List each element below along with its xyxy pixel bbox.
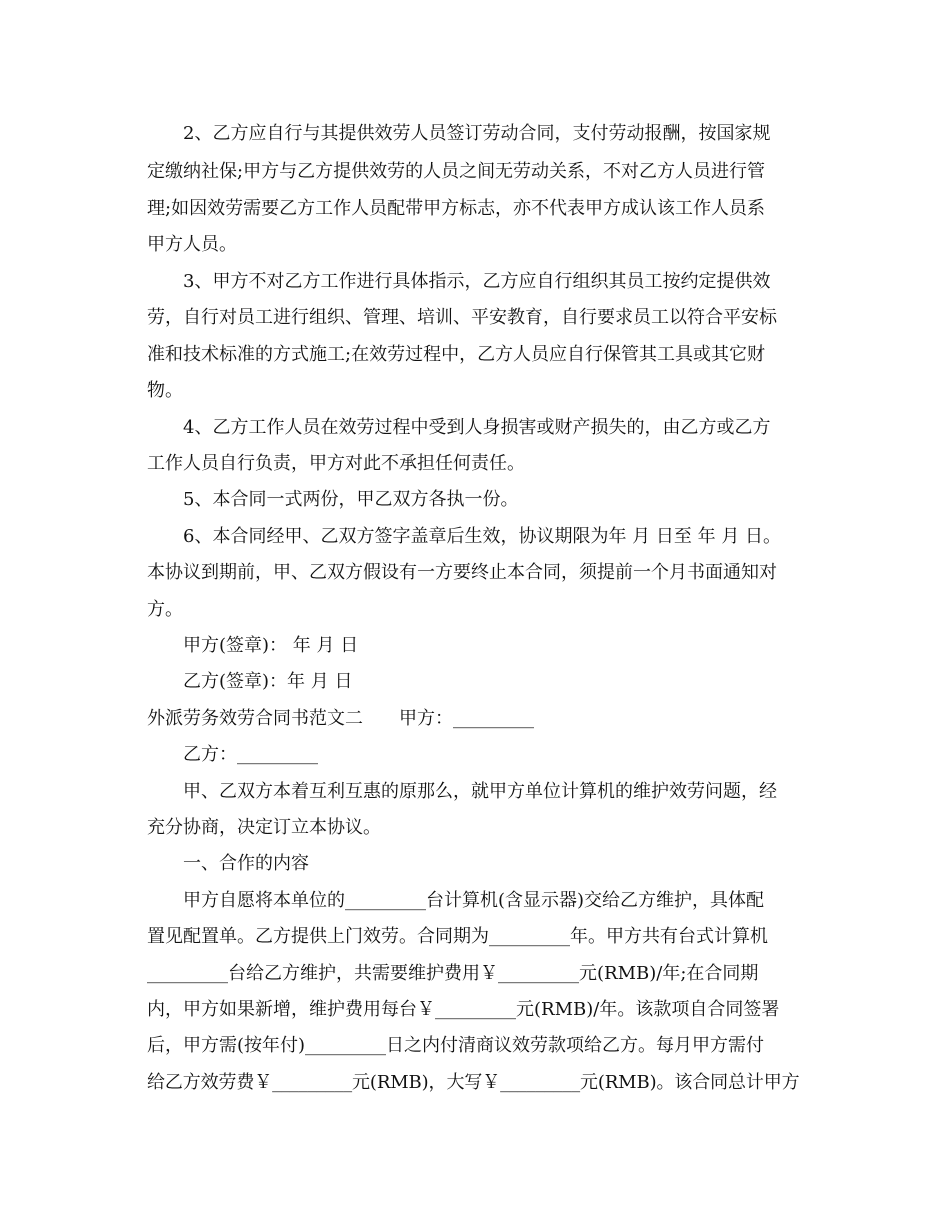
- party-a-label: 甲方：_________: [399, 708, 534, 729]
- signature-party-b: 乙方(签章)：年 月 日: [183, 671, 353, 692]
- text-line: 3、甲方不对乙方工作进行具体指示，乙方应自行组织其员工按约定提供效: [183, 271, 771, 292]
- party-b-label: 乙方：_________: [183, 744, 318, 765]
- text-line: 物。: [147, 380, 183, 401]
- text-line: 理;如因效劳需要乙方工作人员配带甲方标志，亦不代表甲方成认该工作人员系: [147, 198, 766, 219]
- text-line: 定缴纳社保;甲方与乙方提供效劳的人员之间无劳动关系，不对乙方人员进行管: [147, 161, 766, 182]
- text-line: 本协议到期前，甲、乙双方假设有一方要终止本合同，须提前一个月书面通知对: [147, 562, 777, 583]
- text-line: 劳，自行对员工进行组织、管理、培训、平安教育，自行要求员工以符合平安标: [147, 307, 777, 328]
- signature-party-a: 甲方(签章)： 年 月 日: [183, 635, 359, 656]
- text-line: 4、乙方工作人员在效劳过程中受到人身损害或财产损失的，由乙方或乙方: [183, 417, 771, 438]
- text-line: _________台给乙方维护，共需要维护费用￥_________元(RMB)/年;在合同期: [147, 963, 759, 984]
- section-title-line: [147, 707, 534, 731]
- text-line: 甲方自愿将本单位的_________台计算机(含显示器)交给乙方维护，具体配: [183, 890, 765, 911]
- text-line: 后，甲方需(按年付)_________日之内付清商议效劳款项给乙方。每月甲方需付: [147, 1035, 765, 1056]
- text-line: 充分协商，决定订立本协议。: [147, 817, 381, 838]
- text-line: 甲、乙双方本着互利互惠的原那么，就甲方单位计算机的维护效劳问题，经: [183, 781, 777, 802]
- text-line: 准和技术标准的方式施工;在效劳过程中，乙方人员应自行保管其工具或其它财: [147, 344, 766, 365]
- text-line: 内，甲方如果新增，维护费用每台￥_________元(RMB)/年。该款项自合同签署: [147, 999, 780, 1020]
- text-line: 给乙方效劳费￥_________元(RMB)，大写￥_________元(RMB)。该合同总计甲方: [147, 1072, 800, 1093]
- text-line: 6、本合同经甲、乙双方签字盖章后生效，协议期限为年 月 日至 年 月 日。: [183, 526, 782, 547]
- section-title: 外派劳务效劳合同书范文二: [147, 708, 363, 729]
- text-line: 置见配置单。乙方提供上门效劳。合同期为_________年。甲方共有台式计算机: [147, 926, 768, 947]
- section-heading: 一、合作的内容: [183, 853, 309, 874]
- text-line: 工作人员自行负责，甲方对此不承担任何责任。: [147, 453, 525, 474]
- text-line: 甲方人员。: [147, 234, 237, 255]
- text-line: 5、本合同一式两份，甲乙双方各执一份。: [183, 489, 519, 510]
- text-line: 方。: [147, 599, 183, 620]
- text-line: 2、乙方应自行与其提供效劳人员签订劳动合同，支付劳动报酬，按国家规: [183, 123, 771, 144]
